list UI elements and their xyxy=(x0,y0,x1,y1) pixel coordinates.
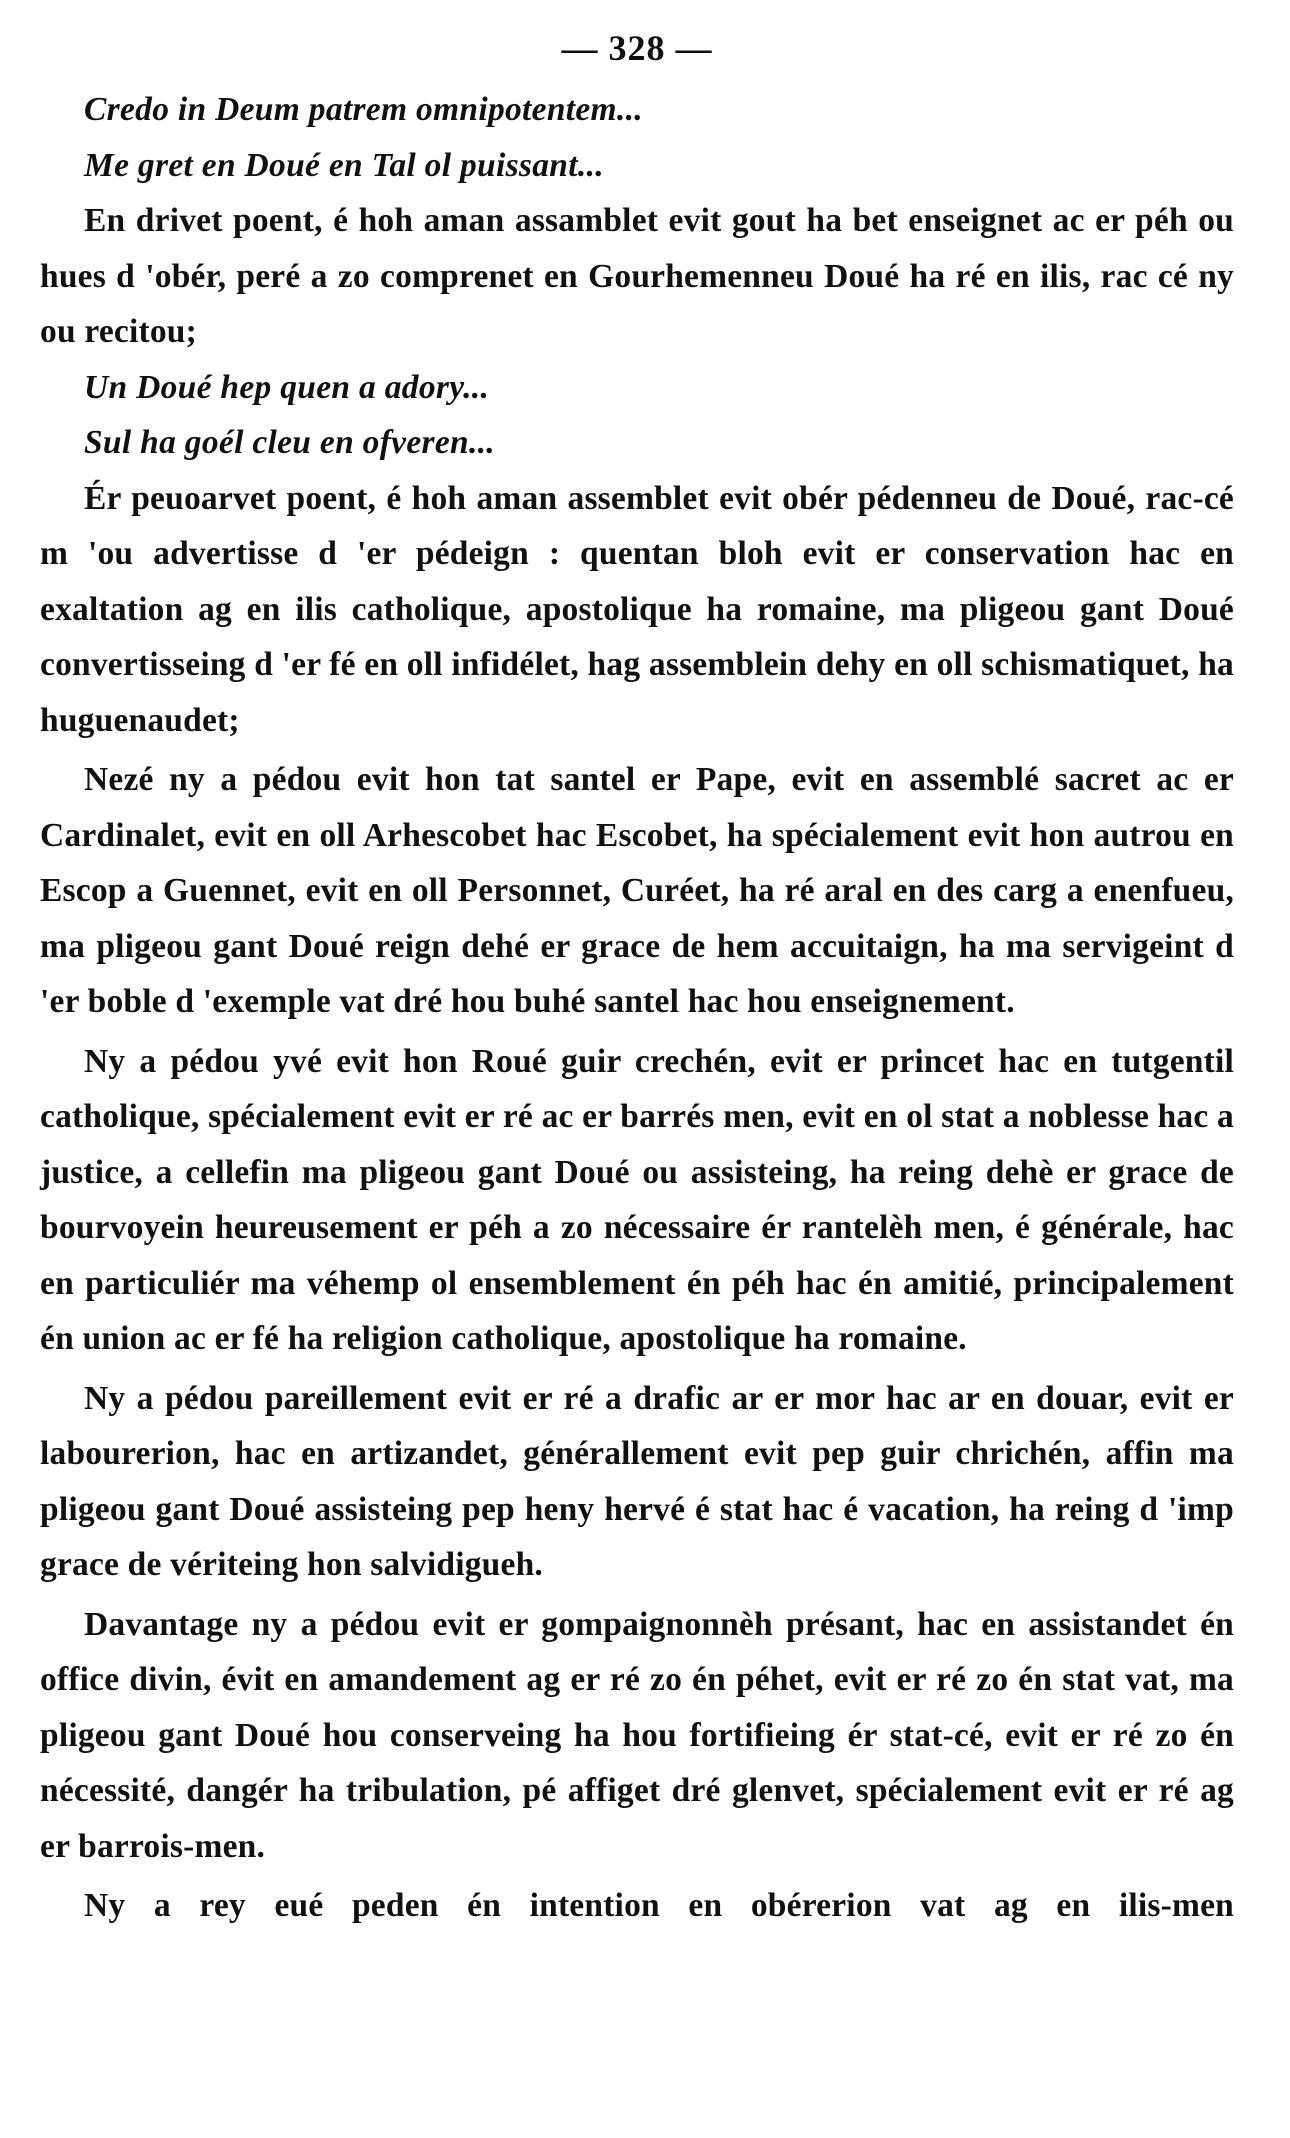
paragraph: Ér peuoarvet poent, é hoh aman assemblet evit obér pédenneu de Doué, rac-cé m 'ou advertisse d 'er pédeign : quentan bloh evit er conservation hac en exaltation ag en ilis catholique, apostolique ha romaine, ma pligeou gant Doué convertisseing d 'er fé en oll infidélet, hag assemblein dehy en oll schismatiquet, ha huguenaudet; xyxy=(40,479,1234,739)
paragraph: En drivet poent, é hoh aman assamblet evit gout ha bet enseignet ac er péh ou hues d 'obér, peré a zo comprenet en Gourhemenneu Doué ha ré en ilis, rac cé ny ou recitou; xyxy=(40,202,1234,350)
paragraph: Ny a pédou pareillement evit er ré a drafic ar er mor hac ar en douar, evit er labourerion, hac en artizandet, générallement evit pep guir chrichén, affin ma pligeou gant Doué assisteing pep heny hervé é stat hac é vacation, ha reing d 'imp grace de vériteing hon salvidigueh. xyxy=(40,1379,1234,1583)
page-number: — 328 — xyxy=(561,28,713,68)
verse-line: Me gret en Doué en Tal ol puissant... xyxy=(84,146,604,184)
paragraph: Nezé ny a pédou evit hon tat santel er Pape, evit en assemblé sacret ac er Cardinalet, evit en oll Arhescobet hac Escobet, ha spécialement evit hon autrou en Escop a Guennet, evit en oll Personnet, Curéet, ha ré aral en des carg a enenfueu, ma pligeou gant Doué reign dehé er grace de hem accuitaign, ha ma servigeint d 'er boble d 'exemple vat dré hou buhé santel hac hou enseignement. xyxy=(40,761,1234,1020)
verse-line: Un Doué hep quen a adory... xyxy=(84,368,490,406)
verse-line: Sul ha goél cleu en ofveren... xyxy=(84,424,495,461)
paragraph: Ny a rey eué peden én intention en obérerion vat ag en ilis-men xyxy=(84,1887,1234,1924)
verse-line: Credo in Deum patrem omnipotentem... xyxy=(84,91,643,128)
paragraph: Davantage ny a pédou evit er gompaignonnèh présant, hac en assistandet én office divin, évit en amandement ag er ré zo én péhet, evit er ré zo én stat vat, ma pligeou gant Doué hou conserveing ha hou fortifieing ér stat-cé, evit er ré zo én nécessité, dangér ha tribulation, pé affiget dré glenvet, spécialement evit er ré ag er barrois-men. xyxy=(40,1605,1234,1865)
paragraph: Ny a pédou yvé evit hon Roué guir crechén, evit er princet hac en tutgentil catholique, spécialement evit er ré ac er barrés men, evit en ol stat a noblesse hac a justice, a cellefin ma pligeou gant Doué ou assisteing, ha reing dehè er grace de bourvoyein heureusement er péh a zo nécessaire ér rantelèh men, é générale, hac en particuliér ma véhemp ol ensemblement én péh hac én amitié, principalement én union ac er fé ha religion catholique, apostolique ha romaine. xyxy=(40,1042,1234,1357)
